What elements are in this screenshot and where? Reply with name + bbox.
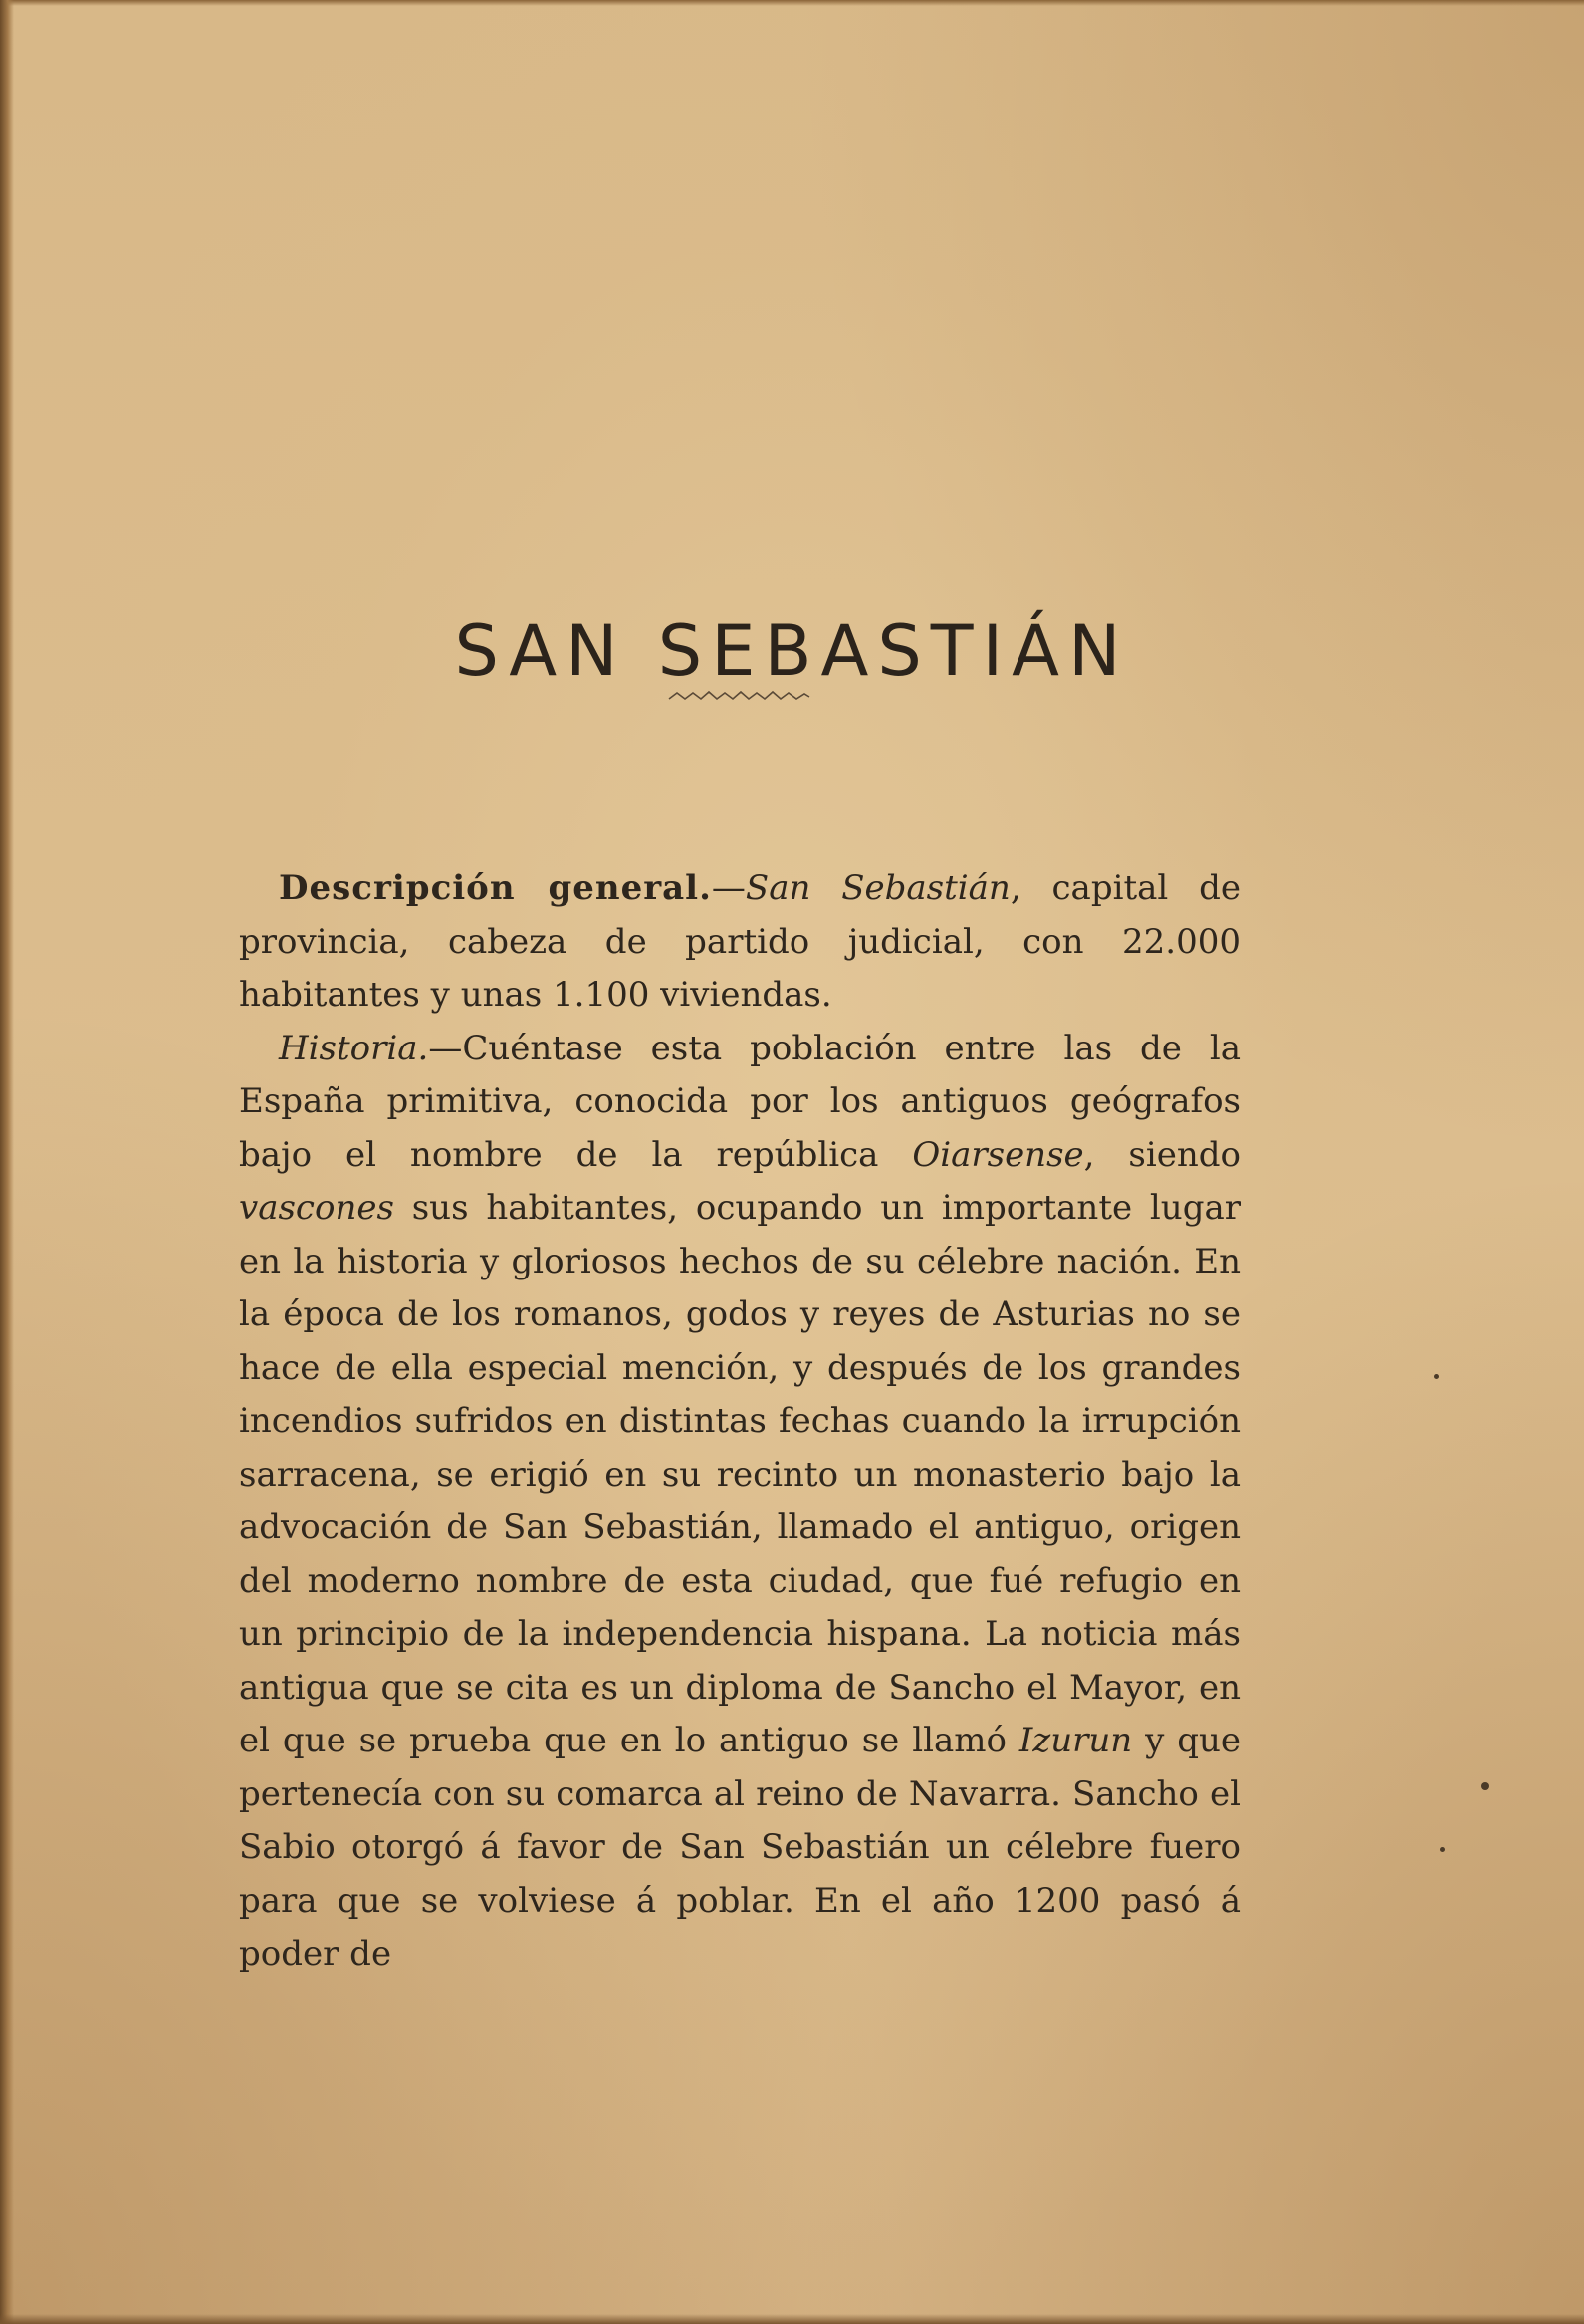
paragraph-text: Cuéntase esta población entre las de la España primitiva, conocida por los antiguos geógrafos bajo el nombre de la república — [239, 1028, 1241, 1175]
paragraph-text: sus habitantes, ocupando un importante lugar en la historia y gloriosos hechos de su célebre nación. En la época de los romanos, godos y reyes de Asturias no se hace de ella especial mención, y después de los grandes incendios sufridos en distintas fechas cuando la irrupción sarracena, se erigió en su recinto un monasterio bajo la advocación de San Sebastián, llamado el antiguo, origen del moderno nombre de esta ciudad, que fué refugio en un principio de la independencia hispana. La noticia más antigua que se cita es un diploma de Sancho el Mayor, en el que se prueba que en lo antiguo se llamó — [239, 1188, 1241, 1760]
ink-speck — [1440, 1847, 1445, 1852]
page-top-edge — [0, 0, 1584, 6]
paragraph-text: , capital de provincia, cabeza de partido judicial, con 22.000 habitantes y unas 1.100 viviendas. — [239, 868, 1241, 1015]
place-name: San Sebastián — [745, 868, 1011, 908]
paragraph-text: y que pertenecía con su comarca al reino de Navarra. Sancho el Sabio otorgó á favor de San Sebastián un célebre fuero para que se volviese á poblar. En el año 1200 pasó á poder de — [239, 1721, 1241, 1974]
paragraph-historia — [239, 1023, 1241, 1981]
page-bottom-edge — [0, 2314, 1584, 2324]
dash: — — [428, 1028, 463, 1068]
ink-speck — [1481, 1782, 1489, 1790]
section-heading-descripcion: Descripción general. — [279, 868, 712, 908]
dash: — — [711, 868, 746, 908]
term-izurun: Izurun — [1018, 1721, 1133, 1760]
page-left-edge — [0, 0, 14, 2324]
term-oiarsense: Oiarsense — [912, 1134, 1084, 1175]
paragraph-descripcion — [239, 862, 1241, 1023]
ink-speck — [1434, 1374, 1439, 1379]
wavy-ornament-icon — [667, 687, 811, 705]
section-heading-historia: Historia. — [279, 1028, 429, 1068]
page-title: SAN SEBASTIÁN — [454, 609, 1130, 692]
body-text — [239, 862, 1241, 1981]
term-vascones: vascones — [239, 1188, 394, 1228]
paragraph-text: , siendo — [1083, 1134, 1241, 1175]
